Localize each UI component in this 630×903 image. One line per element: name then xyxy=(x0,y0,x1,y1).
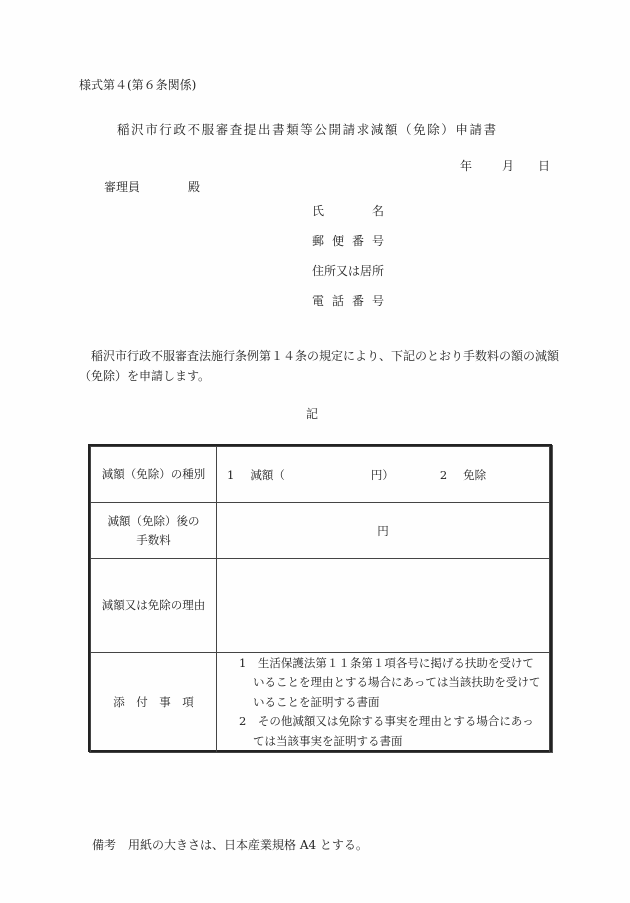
fee-unit: 円 xyxy=(377,523,389,538)
applicant-fields xyxy=(312,202,384,322)
fee-label-line1: 減額（免除）後の xyxy=(107,513,200,528)
applicant-phone-label: 電話番号 xyxy=(312,294,384,308)
date-line xyxy=(460,157,550,174)
reason-value[interactable] xyxy=(217,559,550,653)
fee-label xyxy=(91,503,217,559)
reason-label: 減額又は免除の理由 xyxy=(91,559,217,653)
option1-num: 1 xyxy=(227,467,235,482)
table-row-fee xyxy=(91,503,550,559)
date-year: 年 xyxy=(460,159,473,173)
table-row-attachments xyxy=(91,653,550,753)
attachments-label: 添 付 事 項 xyxy=(91,653,217,753)
type-options xyxy=(217,447,550,503)
option1-label: 減額（ xyxy=(250,467,285,482)
option2-label: 免除 xyxy=(463,467,487,482)
attachments-list xyxy=(217,653,550,753)
application-table xyxy=(88,444,552,752)
addressee-honorific: 殿 xyxy=(188,180,201,194)
fee-label-line2: 手数料 xyxy=(136,532,171,547)
date-month: 月 xyxy=(502,159,515,173)
table-row-type xyxy=(91,447,550,503)
type-label: 減額（免除）の種別 xyxy=(91,447,217,503)
fee-value[interactable] xyxy=(217,503,550,559)
document-title: 稲沢市行政不服審査提出書類等公開請求減額（免除）申請書 xyxy=(117,122,498,137)
footer-note: 備考 用紙の大きさは、日本産業規格 A4 とする。 xyxy=(92,838,368,852)
option1-unit: 円） xyxy=(370,467,394,482)
addressee-name: 審理員 xyxy=(104,180,141,194)
addressee xyxy=(104,178,200,195)
attachment-item: 2 その他減額又は免除する事実を理由とする場合にあっては当該事実を証明する書面 xyxy=(239,714,534,748)
table-row-reason xyxy=(91,559,550,653)
option2-num: 2 xyxy=(439,467,448,482)
body-text: 稲沢市行政不服審査法施行条例第１４条の規定により、下記のとおり手数料の額の減額（免除）を申請します。 xyxy=(79,349,560,383)
applicant-name-label: 氏 名 xyxy=(312,204,384,218)
form-number: 様式第４(第６条関係) xyxy=(79,78,197,92)
applicant-address-label: 住所又は居所 xyxy=(312,264,385,278)
date-day: 日 xyxy=(538,159,551,173)
applicant-postal-label: 郵便番号 xyxy=(312,234,384,248)
ki-heading: 記 xyxy=(306,407,319,421)
attachment-item: 1 生活保護法第１１条第１項各号に掲げる扶助を受けていることを理由とする場合にあっては当該扶助を受けていることを証明する書面 xyxy=(239,655,541,709)
